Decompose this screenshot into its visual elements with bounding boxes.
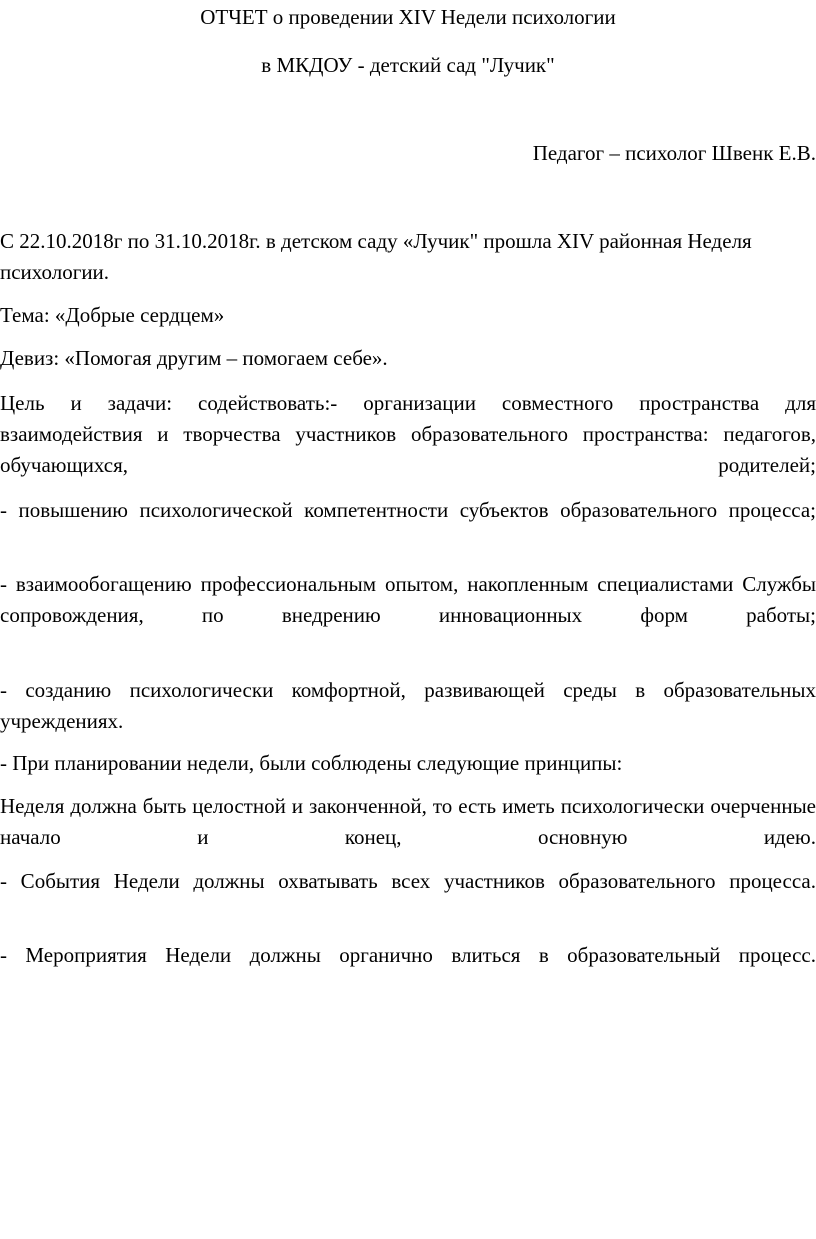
author-line: Педагог – психолог Швенк Е.В.	[532, 141, 816, 165]
task-competence-paragraph: - повышению психологической компетентности субъектов образовательного процесса;	[0, 498, 816, 522]
principles-intro-paragraph: - При планировании недели, были соблюдены следующие принципы:	[0, 751, 623, 775]
principle-integration-paragraph: - Мероприятия Недели должны органично влиться в образовательный процесс.	[0, 943, 816, 967]
task-environment-paragraph: - созданию психологически комфортной, развивающей среды в образовательных учреждениях.	[0, 678, 816, 733]
document-title-line-1: ОТЧЕТ о проведении XIV Недели психологии	[200, 5, 616, 29]
principle-participants-paragraph: - События Недели должны охватывать всех участников образовательного процесса.	[0, 869, 816, 893]
goals-paragraph: Цель и задачи: содействовать:- организации совместного пространства для взаимодействия и творчества участников образовательного пространства: педагогов, обучающихся, родителей;	[0, 391, 816, 477]
intro-paragraph: С 22.10.2018г по 31.10.2018г. в детском саду «Лучик" прошла XIV районная Неделя психологии.	[0, 229, 752, 284]
task-experience-paragraph: - взаимообогащению профессиональным опытом, накопленным специалистами Службы сопровождения, по внедрению инновационных форм работы;	[0, 572, 816, 627]
document-title-line-2: в МКДОУ - детский сад "Лучик"	[261, 53, 555, 77]
principle-integrity-paragraph: Неделя должна быть целостной и законченной, то есть иметь психологически очерченные начало и конец, основную идею.	[0, 794, 816, 849]
theme-paragraph: Тема: «Добрые сердцем»	[0, 303, 225, 327]
motto-paragraph: Девиз: «Помогая другим – помогаем себе».	[0, 346, 388, 370]
